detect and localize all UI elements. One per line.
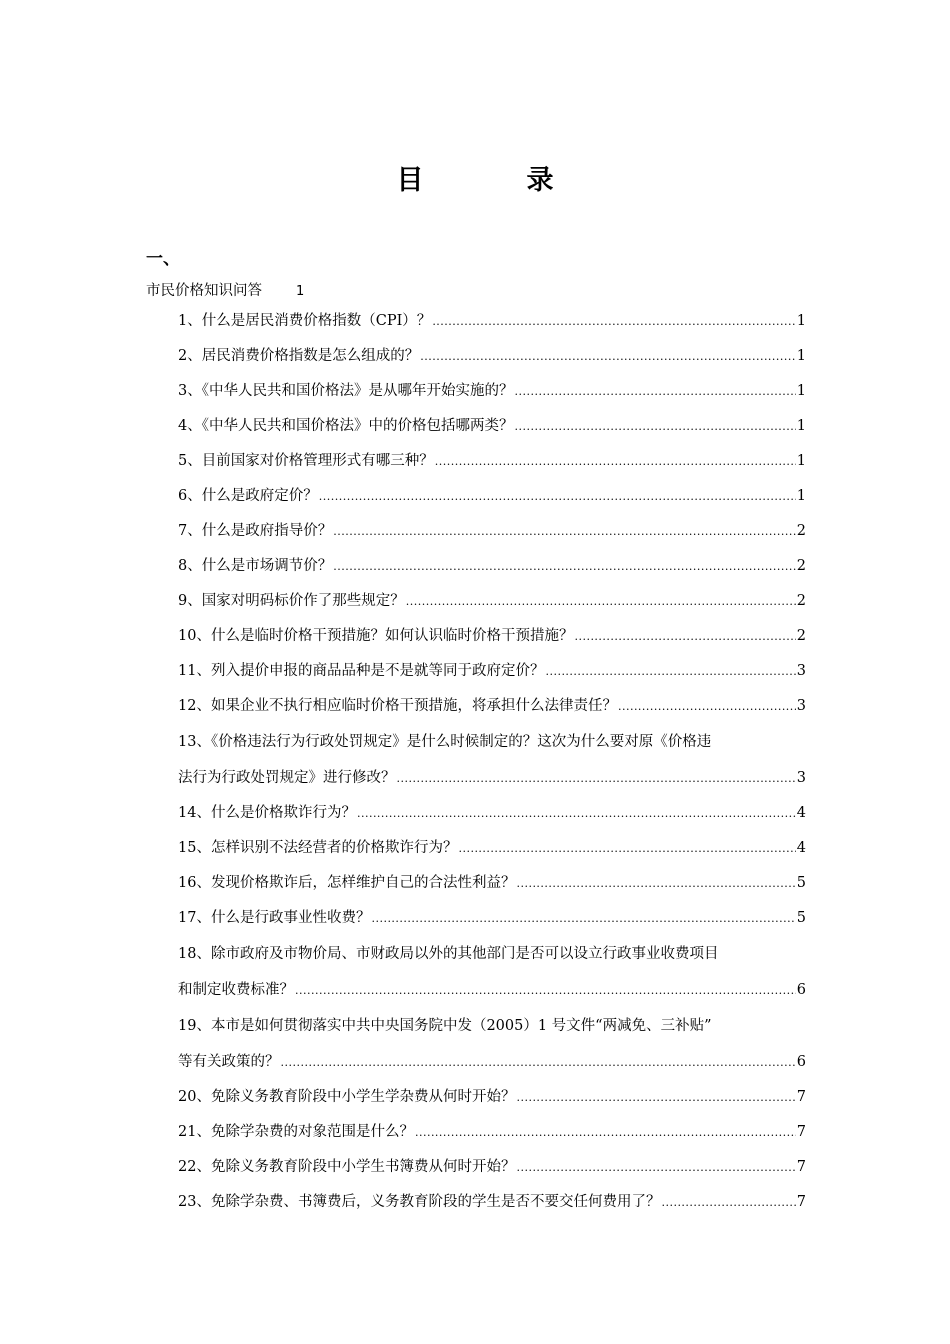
- dot-leader: [516, 1080, 795, 1115]
- dot-leader: [435, 444, 796, 479]
- toc-page-number: 3: [796, 698, 806, 714]
- toc-entry[interactable]: [178, 619, 806, 654]
- toc-entry-text: 21、免除学杂费的对象范围是什么？: [178, 1124, 414, 1140]
- toc-entry-text: 22、免除义务教育阶段中小学生书簿费从何时开始？: [178, 1159, 516, 1175]
- toc-entry-text: 3、《中华人民共和国价格法》是从哪年开始实施的？: [178, 383, 514, 399]
- toc-entry-text: 20、免除义务教育阶段中小学生学杂费从何时开始？: [178, 1089, 516, 1105]
- toc-entry-text: 17、什么是行政事业性收费？: [178, 910, 371, 926]
- toc-page-number: 7: [796, 1124, 806, 1140]
- toc-page-number: 2: [796, 558, 806, 574]
- toc-entry-text: 7、什么是政府指导价？: [178, 523, 333, 539]
- toc-entry-text: 10、什么是临时价格干预措施？如何认识临时价格干预措施？: [178, 628, 574, 644]
- toc-entry[interactable]: [178, 584, 806, 619]
- toc-page-number: 2: [796, 628, 806, 644]
- toc-entry-text-line1: 18、除市政府及市物价局、市财政局以外的其他部门是否可以设立行政事业收费项目: [178, 946, 719, 962]
- dot-leader: [415, 1115, 796, 1150]
- toc-list: [178, 304, 806, 1220]
- toc-page-number: 4: [796, 805, 806, 821]
- toc-entry-text: 9、国家对明码标价作了那些规定？: [178, 593, 405, 609]
- dot-leader: [333, 549, 796, 584]
- toc-page-number: 2: [796, 523, 806, 539]
- toc-entry-text: 15、怎样识别不法经营者的价格欺诈行为？: [178, 840, 458, 856]
- dot-leader: [514, 374, 795, 409]
- toc-entry[interactable]: [178, 654, 806, 689]
- dot-leader: [295, 973, 796, 1008]
- toc-entry-text: 23、免除学杂费、书簿费后，义务教育阶段的学生是否不要交任何费用了？: [178, 1194, 661, 1210]
- toc-page-number: 4: [796, 840, 806, 856]
- toc-entry[interactable]: [178, 831, 806, 866]
- toc-entry-text: 8、什么是市场调节价？: [178, 558, 333, 574]
- toc-page-number: 1: [796, 453, 806, 469]
- toc-entry[interactable]: [178, 866, 806, 901]
- toc-page-number: 5: [796, 910, 806, 926]
- toc-page-number: 7: [796, 1194, 806, 1210]
- toc-entry-text-line2: 和制定收费标准？: [178, 982, 294, 998]
- toc-entry-text-line1: 13、《价格违法行为行政处罚规定》是什么时候制定的？这次为什么要对原《价格违: [178, 734, 712, 750]
- toc-page-number: 1: [796, 313, 806, 329]
- toc-entry-text: 11、列入提价申报的商品品种是不是就等同于政府定价？: [178, 663, 545, 679]
- dot-leader: [618, 689, 796, 724]
- toc-entry-text: 14、什么是价格欺诈行为？: [178, 805, 356, 821]
- toc-page-number: 1: [796, 348, 806, 364]
- toc-entry-text-line2: 等有关政策的？: [178, 1054, 280, 1070]
- toc-page-number: 3: [796, 663, 806, 679]
- toc-entry[interactable]: [178, 1008, 806, 1080]
- toc-entry[interactable]: [178, 1080, 806, 1115]
- dot-leader: [319, 479, 796, 514]
- toc-entry-text: 1、什么是居民消费价格指数（CPI）？: [178, 313, 432, 329]
- toc-page-number: 1: [796, 488, 806, 504]
- dot-leader: [397, 761, 796, 796]
- toc-entry[interactable]: [178, 304, 806, 339]
- dot-leader: [516, 866, 795, 901]
- toc-entry[interactable]: [178, 444, 806, 479]
- toc-entry[interactable]: [178, 374, 806, 409]
- toc-page-number: 6: [796, 1054, 806, 1070]
- toc-entry[interactable]: [178, 479, 806, 514]
- toc-page-number: 6: [796, 982, 806, 998]
- dot-leader: [661, 1185, 795, 1220]
- section-title: 市民价格知识问答: [146, 283, 262, 299]
- dot-leader: [333, 514, 796, 549]
- toc-entry-text-line1: 19、本市是如何贯彻落实中共中央国务院中发（2005）1 号文件“两减免、三补贴”: [178, 1018, 712, 1034]
- toc-entry-text-line2: 法行为行政处罚规定》进行修改？: [178, 770, 396, 786]
- dot-leader: [432, 304, 795, 339]
- toc-page-number: 7: [796, 1089, 806, 1105]
- toc-entry-text: 16、发现价格欺诈后，怎样维护自己的合法性利益？: [178, 875, 516, 891]
- dot-leader: [574, 619, 795, 654]
- toc-entry[interactable]: [178, 409, 806, 444]
- section-number: 一、: [146, 249, 180, 269]
- dot-leader: [371, 901, 795, 936]
- dot-leader: [357, 796, 796, 831]
- toc-entry[interactable]: [178, 724, 806, 796]
- dot-leader: [514, 409, 795, 444]
- toc-page-number: 1: [796, 418, 806, 434]
- toc-entry[interactable]: [178, 1115, 806, 1150]
- page-title: 目 录: [396, 165, 592, 196]
- toc-page-number: 3: [796, 770, 806, 786]
- toc-entry-text: 5、目前国家对价格管理形式有哪三种？: [178, 453, 434, 469]
- toc-entry-text: 6、什么是政府定价？: [178, 488, 318, 504]
- section-page-number: 1: [296, 284, 305, 299]
- dot-leader: [545, 654, 795, 689]
- toc-entry[interactable]: [178, 339, 806, 374]
- dot-leader: [406, 584, 796, 619]
- dot-leader: [281, 1045, 796, 1080]
- toc-page-number: 1: [796, 383, 806, 399]
- toc-entry[interactable]: [178, 549, 806, 584]
- section-title-line[interactable]: [146, 279, 304, 300]
- toc-page-number: 7: [796, 1159, 806, 1175]
- toc-page-number: 5: [796, 875, 806, 891]
- toc-entry[interactable]: [178, 1185, 806, 1220]
- toc-entry[interactable]: [178, 936, 806, 1008]
- toc-entry-text: 2、居民消费价格指数是怎么组成的？: [178, 348, 420, 364]
- toc-entry[interactable]: [178, 901, 806, 936]
- toc-entry[interactable]: [178, 1150, 806, 1185]
- toc-entry[interactable]: [178, 689, 806, 724]
- toc-entry[interactable]: [178, 514, 806, 549]
- dot-leader: [420, 339, 796, 374]
- dot-leader: [458, 831, 795, 866]
- toc-page-number: 2: [796, 593, 806, 609]
- toc-entry[interactable]: [178, 796, 806, 831]
- toc-entry-text: 4、《中华人民共和国价格法》中的价格包括哪两类？: [178, 418, 514, 434]
- dot-leader: [516, 1150, 795, 1185]
- toc-entry-text: 12、如果企业不执行相应临时价格干预措施，将承担什么法律责任？: [178, 698, 617, 714]
